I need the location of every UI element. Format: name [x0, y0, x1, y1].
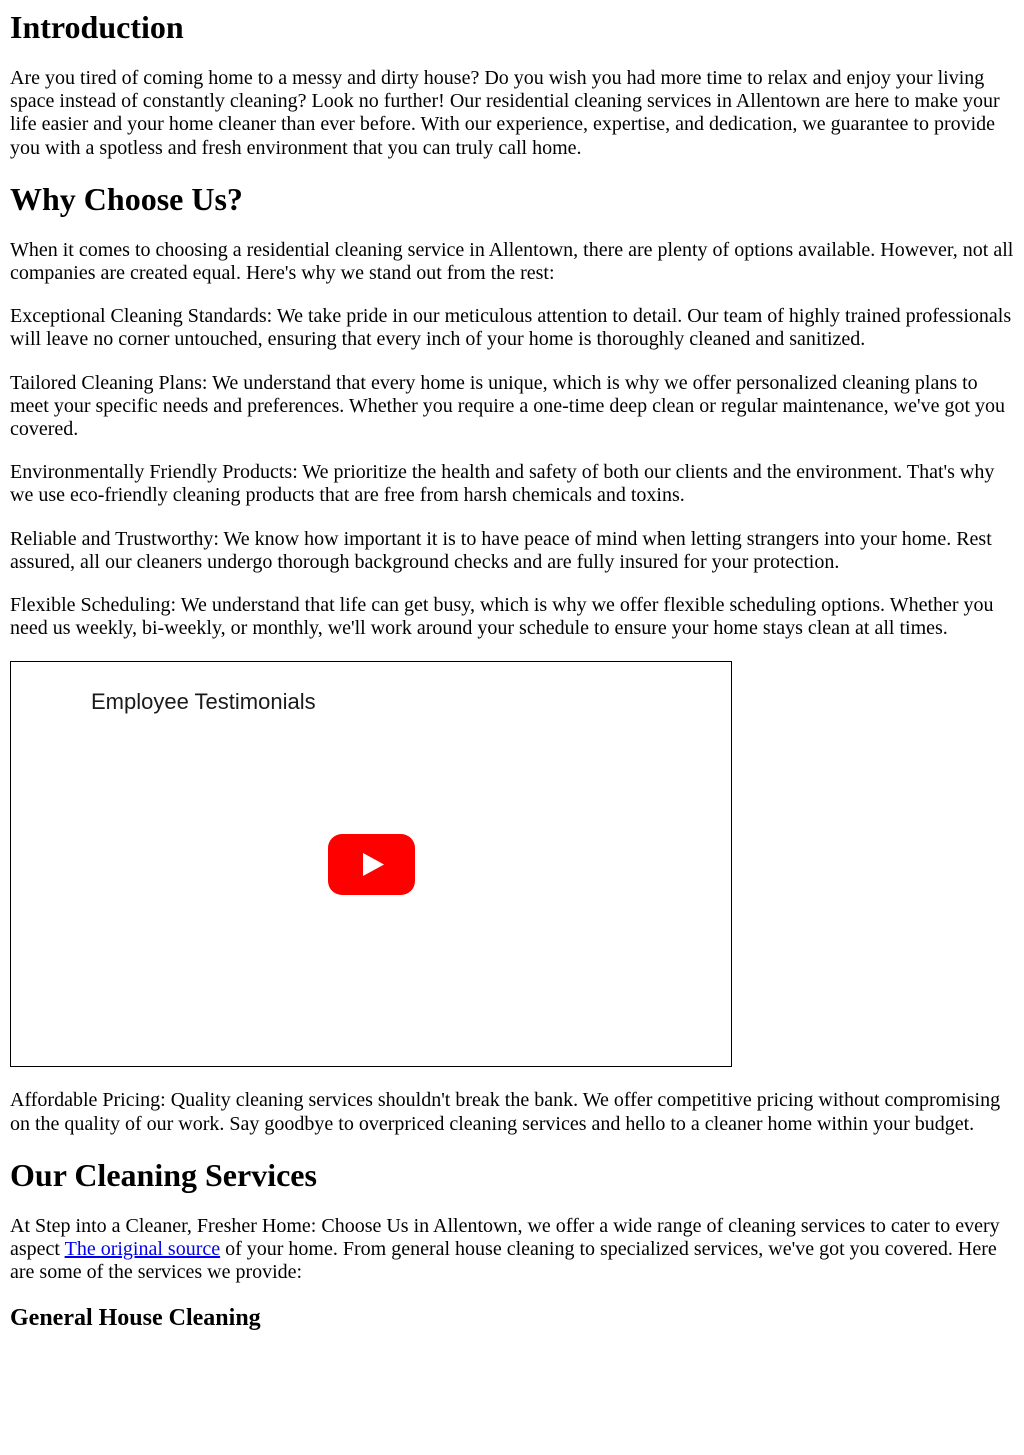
services-heading: Our Cleaning Services: [10, 1156, 317, 1193]
original-source-link[interactable]: The original source: [64, 1238, 221, 1261]
general-cleaning-heading: General House Cleaning: [10, 1305, 261, 1332]
article: [0, 9, 1024, 1332]
point-tailored-plans: Tailored Cleaning Plans: We understand that every home is unique, which is why we offer personalized cleaning plans to meet your specific needs and preferences. Whether you require a one-time deep clean or regular maintenance, we've got you covered.: [10, 371, 1005, 441]
point-cleaning-standards: Exceptional Cleaning Standards: We take pride in our meticulous attention to detail. Our team of highly trained professionals will leave no corner untouched, ensuring that every inch of your home is thoroughly cleaned and sanitized.: [10, 305, 1012, 351]
play-icon[interactable]: [328, 834, 415, 895]
services-paragraph: [10, 1215, 1014, 1285]
why-lead-paragraph: When it comes to choosing a residential cleaning service in Allentown, there are plenty of options available. However, not all companies are created equal. Here's why we stand out from the rest:: [10, 238, 1014, 285]
services-text-after-link: of your home. From general house cleaning to specialized services, we've got you covered. Here are some of the services we provide:: [10, 1238, 997, 1284]
video-embed[interactable]: [10, 661, 732, 1067]
video-title[interactable]: Employee Testimonials: [91, 689, 316, 715]
point-reliable: Reliable and Trustworthy: We know how important it is to have peace of mind when letting strangers into your home. Rest assured, all our cleaners undergo thorough background checks and are fully insured for your protection.: [10, 527, 992, 573]
services-text-before-link: At Step into a Cleaner, Fresher Home: Choose Us in Allentown, we offer a wide range of cleaning services to cater to every aspect: [10, 1214, 1000, 1261]
intro-paragraph: Are you tired of coming home to a messy and dirty house? Do you wish you had more time to relax and enjoy your living space instead of constantly cleaning? Look no further! Our residential cleaning services in Allentown are here to make your life easier and your home cleaner than ever before. With our experience, expertise, and dedication, we guarantee to provide you with a spotless and fresh environment that you can truly call home.: [10, 67, 1000, 159]
pricing-paragraph: Affordable Pricing: Quality cleaning services shouldn't break the bank. We offer competitive pricing without compromising on the quality of our work. Say goodbye to overpriced cleaning services and hello to a cleaner home within your budget.: [10, 1089, 1001, 1135]
point-eco-products: Environmentally Friendly Products: We prioritize the health and safety of both our clients and the environment. That's why we use eco-friendly cleaning products that are free from harsh chemicals and toxins.: [10, 461, 995, 507]
point-flexible-scheduling: Flexible Scheduling: We understand that life can get busy, which is why we offer flexible scheduling options. Whether you need us weekly, bi-weekly, or monthly, we'll work around your schedule to ensure your home stays clean at all times.: [10, 594, 994, 640]
why-heading: Why Choose Us?: [10, 180, 243, 217]
intro-heading: Introduction: [10, 9, 184, 45]
